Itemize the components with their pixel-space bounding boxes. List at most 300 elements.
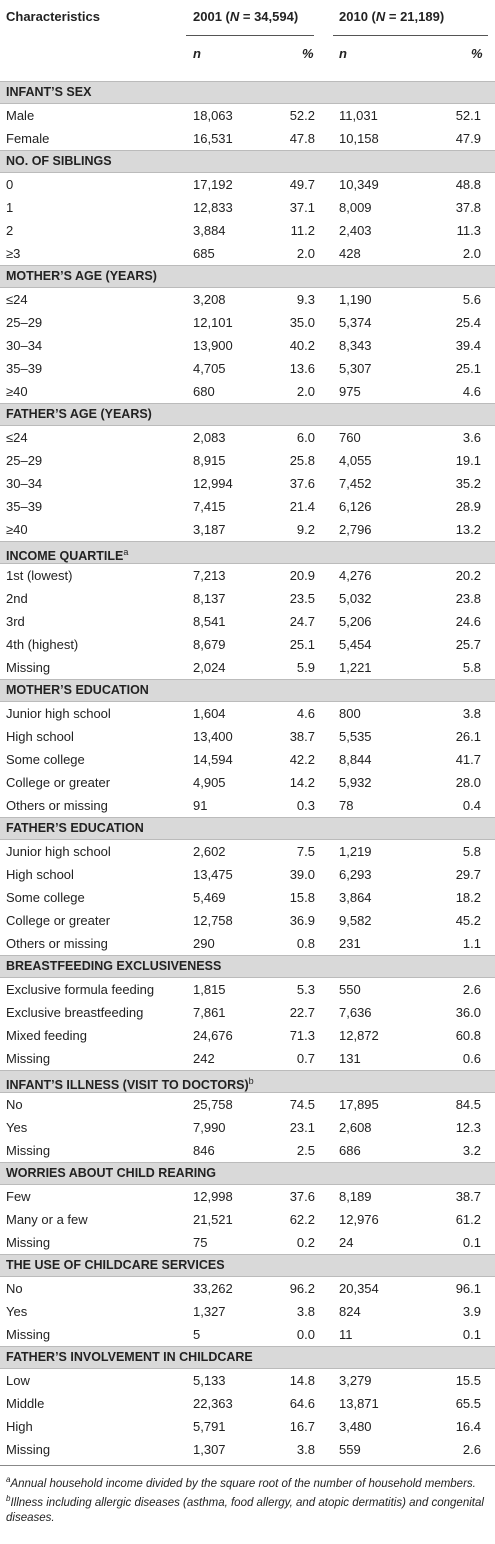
cell-pct-2010: 3.9: [462, 1304, 481, 1319]
cell-pct-2001: 14.8: [289, 1373, 315, 1388]
cell-pct-2010: 60.8: [455, 1028, 481, 1043]
cell-pct-2001: 35.0: [289, 315, 315, 330]
cell-n-2010: 8,844: [339, 752, 372, 767]
row-label: Missing: [6, 1235, 51, 1250]
cell-n-2010: 7,452: [339, 476, 372, 491]
section-header: [0, 265, 495, 288]
section-footnote-mark: a: [123, 547, 129, 557]
cell-pct-2001: 7.5: [296, 844, 315, 859]
table-row: [0, 242, 495, 265]
section-title: INFANT’S ILLNESS (VISIT TO DOCTORS): [6, 1078, 249, 1093]
cell-pct-2001: 0.8: [296, 936, 315, 951]
section-title: INCOME QUARTILE: [6, 549, 124, 564]
cell-n-2001: 16,531: [193, 131, 233, 146]
cell-n-2010: 9,582: [339, 913, 372, 928]
cell-pct-2010: 2.6: [462, 1442, 481, 1457]
row-label: Junior high school: [6, 844, 111, 859]
table-row: [0, 196, 495, 219]
row-label: No: [6, 1097, 23, 1112]
cell-n-2010: 8,009: [339, 200, 372, 215]
row-label: Many or a few: [6, 1212, 88, 1227]
cell-n-2010: 5,206: [339, 614, 372, 629]
row-label: Missing: [6, 660, 51, 675]
table-row: [0, 104, 495, 127]
table-row: [0, 334, 495, 357]
table-row: [0, 1208, 495, 1231]
cell-n-2001: 3,187: [193, 522, 226, 537]
cell-pct-2010: 26.1: [455, 729, 481, 744]
cell-n-2010: 12,976: [339, 1212, 379, 1227]
table-row: [0, 932, 495, 955]
table-row: [0, 771, 495, 794]
section-header: [0, 1254, 495, 1277]
cell-pct-2001: 0.7: [296, 1051, 315, 1066]
cell-n-2010: 800: [339, 706, 361, 721]
cell-pct-2001: 36.9: [289, 913, 315, 928]
footnote-mark: b: [6, 1494, 11, 1504]
table-row: [0, 495, 495, 518]
cell-n-2010: 5,374: [339, 315, 372, 330]
cell-pct-2001: 71.3: [289, 1028, 315, 1043]
cell-n-2010: 824: [339, 1304, 361, 1319]
cell-n-2010: 5,032: [339, 591, 372, 606]
cell-n-2001: 12,994: [193, 476, 233, 491]
table-row: [0, 311, 495, 334]
cell-pct-2010: 39.4: [455, 338, 481, 353]
table-row: [0, 1139, 495, 1162]
cell-pct-2010: 3.6: [462, 430, 481, 445]
cell-pct-2001: 0.3: [296, 798, 315, 813]
cell-n-2010: 1,190: [339, 292, 372, 307]
cell-pct-2001: 3.8: [296, 1304, 315, 1319]
cell-n-2001: 13,475: [193, 867, 233, 882]
cell-n-2001: 12,998: [193, 1189, 233, 1204]
cell-n-2001: 1,815: [193, 982, 226, 997]
cell-pct-2001: 9.3: [296, 292, 315, 307]
cell-n-2001: 24,676: [193, 1028, 233, 1043]
cell-pct-2001: 2.5: [296, 1143, 315, 1158]
cell-n-2010: 3,279: [339, 1373, 372, 1388]
footnote-mark: a: [6, 1475, 11, 1484]
cell-pct-2001: 23.1: [289, 1120, 315, 1135]
table-row: [0, 909, 495, 932]
table-row: [0, 886, 495, 909]
row-label: Others or missing: [6, 936, 108, 951]
section-header: [0, 150, 495, 173]
table-row: [0, 426, 495, 449]
row-label: 35–39: [6, 499, 43, 514]
table-row: [0, 472, 495, 495]
row-label: High school: [6, 729, 74, 744]
row-label: Some college: [6, 752, 85, 767]
cell-n-2001: 7,990: [193, 1120, 226, 1135]
cell-n-2010: 5,535: [339, 729, 372, 744]
row-label: 3rd: [6, 614, 25, 629]
cell-pct-2001: 16.7: [289, 1419, 315, 1434]
row-label: 1: [6, 200, 14, 215]
cell-n-2001: 8,541: [193, 614, 226, 629]
table-row: [0, 610, 495, 633]
cell-pct-2010: 0.1: [462, 1327, 481, 1342]
cell-pct-2001: 22.7: [289, 1005, 315, 1020]
row-label: Junior high school: [6, 706, 111, 721]
cell-n-2010: 975: [339, 384, 361, 399]
footnote-text: Illness including allergic diseases (asthma, food allergy, and atopic dermatitis) and congenital diseases.: [6, 1497, 484, 1524]
table-row: [0, 357, 495, 380]
cell-pct-2010: 3.8: [462, 706, 481, 721]
cell-n-2010: 13,871: [339, 1396, 379, 1411]
cell-n-2001: 1,604: [193, 706, 226, 721]
table-row: [0, 1047, 495, 1070]
row-label: Missing: [6, 1051, 51, 1066]
row-label: ≤24: [6, 430, 28, 445]
table-row: [0, 1415, 495, 1438]
header-pct-2001: %: [302, 46, 314, 61]
section-title: INFANT’S SEX: [6, 85, 92, 99]
cell-n-2001: 7,213: [193, 568, 226, 583]
section-header: [0, 1162, 495, 1185]
cell-pct-2010: 15.5: [455, 1373, 481, 1388]
cell-pct-2010: 28.9: [455, 499, 481, 514]
section-title: FATHER’S AGE (YEARS): [6, 407, 152, 421]
table-row: [0, 725, 495, 748]
row-label: Middle: [6, 1396, 45, 1411]
cell-n-2001: 33,262: [193, 1281, 233, 1296]
cell-n-2010: 5,454: [339, 637, 372, 652]
header-n-2010: n: [339, 46, 347, 61]
cell-pct-2010: 11.3: [456, 223, 481, 238]
section-title: MOTHER’S AGE (YEARS): [6, 269, 157, 283]
cell-n-2001: 1,327: [193, 1304, 226, 1319]
cell-pct-2010: 36.0: [455, 1005, 481, 1020]
cell-pct-2001: 2.0: [296, 246, 315, 261]
cell-pct-2001: 6.0: [296, 430, 315, 445]
cell-n-2001: 5: [193, 1327, 201, 1342]
section-header: [0, 679, 495, 702]
cell-n-2001: 25,758: [193, 1097, 233, 1112]
cell-pct-2001: 13.6: [289, 361, 315, 376]
row-label: High school: [6, 867, 74, 882]
cell-n-2001: 21,521: [193, 1212, 233, 1227]
cell-pct-2001: 64.6: [289, 1396, 315, 1411]
cell-n-2010: 5,932: [339, 775, 372, 790]
cell-n-2001: 2,024: [193, 660, 226, 675]
table-subheader-row: [0, 36, 495, 77]
cell-pct-2001: 4.6: [296, 706, 315, 721]
table-row: [0, 1323, 495, 1346]
cell-pct-2010: 45.2: [455, 913, 481, 928]
cell-pct-2010: 61.2: [455, 1212, 481, 1227]
cell-pct-2010: 38.7: [455, 1189, 481, 1204]
cell-n-2010: 8,189: [339, 1189, 372, 1204]
cell-n-2001: 91: [193, 798, 208, 813]
cell-pct-2001: 42.2: [289, 752, 315, 767]
cell-pct-2001: 38.7: [289, 729, 315, 744]
cell-n-2001: 685: [193, 246, 215, 261]
table-row: [0, 1438, 495, 1461]
cell-pct-2010: 20.2: [455, 568, 481, 583]
row-label: College or greater: [6, 775, 111, 790]
cell-pct-2010: 52.1: [455, 108, 481, 123]
cell-n-2001: 12,758: [193, 913, 233, 928]
row-label: ≥3: [6, 246, 21, 261]
cell-pct-2001: 74.5: [289, 1097, 315, 1112]
table-row: [0, 587, 495, 610]
cell-n-2010: 550: [339, 982, 361, 997]
section-title: MOTHER’S EDUCATION: [6, 683, 149, 697]
cell-pct-2010: 25.1: [455, 361, 481, 376]
row-label: ≥40: [6, 384, 28, 399]
section-header: [0, 1070, 495, 1093]
header-characteristics: Characteristics: [6, 9, 100, 24]
cell-n-2001: 5,469: [193, 890, 226, 905]
footnote: [6, 1473, 490, 1491]
cell-pct-2010: 96.1: [455, 1281, 481, 1296]
cell-pct-2001: 2.0: [296, 384, 315, 399]
cell-n-2001: 13,900: [193, 338, 233, 353]
table-row: [0, 1369, 495, 1392]
row-label: Yes: [6, 1304, 28, 1319]
cell-pct-2001: 47.8: [289, 131, 315, 146]
table-row: [0, 1001, 495, 1024]
cell-pct-2001: 52.2: [289, 108, 315, 123]
cell-n-2010: 7,636: [339, 1005, 372, 1020]
table-row: [0, 1116, 495, 1139]
cell-n-2001: 242: [193, 1051, 215, 1066]
section-title: NO. OF SIBLINGS: [6, 154, 112, 168]
cell-n-2001: 3,208: [193, 292, 226, 307]
section-title: FATHER’S INVOLVEMENT IN CHILDCARE: [6, 1350, 253, 1364]
cell-pct-2010: 2.0: [462, 246, 481, 261]
cell-n-2010: 11: [339, 1327, 353, 1342]
row-label: 4th (highest): [6, 637, 79, 652]
cell-n-2010: 6,293: [339, 867, 372, 882]
cell-pct-2010: 19.1: [455, 453, 481, 468]
cell-pct-2010: 5.8: [462, 660, 481, 675]
table-row: [0, 380, 495, 403]
row-label: Exclusive breastfeeding: [6, 1005, 144, 1020]
cell-n-2010: 2,796: [339, 522, 372, 537]
row-label: College or greater: [6, 913, 111, 928]
row-label: Low: [6, 1373, 30, 1388]
row-label: Male: [6, 108, 35, 123]
cell-pct-2001: 14.2: [289, 775, 315, 790]
cell-n-2010: 10,349: [339, 177, 379, 192]
cell-n-2001: 22,363: [193, 1396, 233, 1411]
cell-pct-2010: 23.8: [455, 591, 481, 606]
cell-pct-2010: 16.4: [455, 1419, 481, 1434]
cell-n-2010: 3,864: [339, 890, 372, 905]
section-header: [0, 403, 495, 426]
table-row: [0, 748, 495, 771]
cell-n-2001: 8,915: [193, 453, 226, 468]
cell-n-2001: 4,705: [193, 361, 226, 376]
cell-pct-2010: 2.6: [462, 982, 481, 997]
cell-n-2001: 2,602: [193, 844, 226, 859]
row-label: Mixed feeding: [6, 1028, 87, 1043]
cell-n-2001: 18,063: [193, 108, 233, 123]
row-label: 2nd: [6, 591, 28, 606]
cell-n-2001: 75: [193, 1235, 208, 1250]
cell-pct-2001: 40.2: [289, 338, 315, 353]
table-row: [0, 1185, 495, 1208]
cell-n-2010: 131: [339, 1051, 361, 1066]
row-label: 25–29: [6, 453, 43, 468]
row-label: Missing: [6, 1143, 51, 1158]
cell-n-2001: 4,905: [193, 775, 226, 790]
cell-pct-2001: 25.8: [289, 453, 315, 468]
cell-pct-2010: 0.6: [462, 1051, 481, 1066]
cell-pct-2010: 1.1: [462, 936, 481, 951]
cell-pct-2010: 84.5: [455, 1097, 481, 1112]
cell-n-2001: 2,083: [193, 430, 226, 445]
cell-pct-2010: 37.8: [455, 200, 481, 215]
header-pct-2010: %: [471, 46, 483, 61]
cell-pct-2001: 37.1: [289, 200, 315, 215]
row-label: No: [6, 1281, 23, 1296]
cell-n-2001: 5,791: [193, 1419, 226, 1434]
cell-n-2010: 559: [339, 1442, 361, 1457]
table-row: [0, 127, 495, 150]
table-row: [0, 863, 495, 886]
row-label: 1st (lowest): [6, 568, 73, 583]
cell-pct-2001: 49.7: [289, 177, 315, 192]
cell-n-2001: 7,415: [193, 499, 226, 514]
section-title: WORRIES ABOUT CHILD REARING: [6, 1166, 216, 1180]
table-row: [0, 702, 495, 725]
cell-pct-2010: 12.3: [455, 1120, 481, 1135]
table-row: [0, 1024, 495, 1047]
table-row: [0, 633, 495, 656]
cell-n-2001: 7,861: [193, 1005, 226, 1020]
table-row: [0, 978, 495, 1001]
cell-n-2010: 1,219: [339, 844, 372, 859]
section-header: [0, 955, 495, 978]
table-row: [0, 518, 495, 541]
cell-n-2010: 17,895: [339, 1097, 379, 1112]
cell-pct-2001: 39.0: [289, 867, 315, 882]
cell-n-2010: 10,158: [339, 131, 379, 146]
header-n-2001: n: [193, 46, 201, 61]
row-label: Some college: [6, 890, 85, 905]
section-header: [0, 541, 495, 564]
footnote: [6, 1492, 490, 1525]
row-label: 0: [6, 177, 14, 192]
row-label: 2: [6, 223, 14, 238]
cell-pct-2001: 0.2: [296, 1235, 315, 1250]
table-body: [0, 81, 495, 1461]
cell-pct-2010: 5.6: [462, 292, 481, 307]
cell-n-2001: 3,884: [193, 223, 226, 238]
table-row: [0, 219, 495, 242]
row-label: 25–29: [6, 315, 43, 330]
row-label: Female: [6, 131, 50, 146]
cell-pct-2010: 0.1: [462, 1235, 481, 1250]
table-row: [0, 1093, 495, 1116]
cell-pct-2001: 24.7: [289, 614, 315, 629]
header-2001: 2001 (N = 34,594): [193, 9, 299, 24]
cell-n-2010: 4,055: [339, 453, 372, 468]
section-header: [0, 817, 495, 840]
cell-pct-2001: 15.8: [289, 890, 315, 905]
cell-n-2001: 846: [193, 1143, 215, 1158]
cell-n-2010: 78: [339, 798, 354, 813]
row-label: Exclusive formula feeding: [6, 982, 155, 997]
cell-pct-2001: 25.1: [289, 637, 315, 652]
cell-pct-2010: 24.6: [455, 614, 481, 629]
table-header-row: [0, 0, 495, 36]
table-row: [0, 449, 495, 472]
table-row: [0, 1300, 495, 1323]
cell-n-2010: 231: [339, 936, 361, 951]
row-label: Yes: [6, 1120, 28, 1135]
section-title: THE USE OF CHILDCARE SERVICES: [6, 1258, 225, 1272]
cell-pct-2010: 25.4: [455, 315, 481, 330]
cell-pct-2010: 35.2: [455, 476, 481, 491]
cell-n-2001: 8,137: [193, 591, 226, 606]
cell-pct-2010: 65.5: [455, 1396, 481, 1411]
cell-n-2010: 1,221: [339, 660, 372, 675]
cell-pct-2001: 9.2: [296, 522, 315, 537]
table-row: [0, 656, 495, 679]
cell-pct-2001: 23.5: [289, 591, 315, 606]
section-header: [0, 81, 495, 104]
row-label: Missing: [6, 1442, 51, 1457]
cell-n-2010: 3,480: [339, 1419, 372, 1434]
cell-n-2010: 20,354: [339, 1281, 379, 1296]
row-label: 30–34: [6, 338, 43, 353]
header-2010: 2010 (N = 21,189): [339, 9, 445, 24]
cell-n-2001: 680: [193, 384, 215, 399]
cell-pct-2001: 0.0: [296, 1327, 315, 1342]
cell-n-2010: 24: [339, 1235, 354, 1250]
footnote-text: Annual household income divided by the square root of the number of household members.: [10, 1477, 476, 1490]
section-header: [0, 1346, 495, 1369]
cell-pct-2001: 3.8: [296, 1442, 315, 1457]
cell-pct-2010: 4.6: [462, 384, 481, 399]
table-row: [0, 840, 495, 863]
section-title: BREASTFEEDING EXCLUSIVENESS: [6, 959, 222, 973]
table-row: [0, 564, 495, 587]
cell-pct-2010: 47.9: [455, 131, 481, 146]
table-row: [0, 794, 495, 817]
cell-pct-2001: 21.4: [289, 499, 315, 514]
cell-n-2010: 11,031: [339, 108, 378, 123]
table-row: [0, 173, 495, 196]
cell-pct-2001: 11.2: [290, 223, 315, 238]
row-label: Missing: [6, 1327, 51, 1342]
row-label: High: [6, 1419, 33, 1434]
cell-pct-2010: 5.8: [462, 844, 481, 859]
cell-pct-2001: 5.9: [296, 660, 315, 675]
cell-pct-2010: 28.0: [455, 775, 481, 790]
cell-n-2001: 13,400: [193, 729, 233, 744]
cell-n-2001: 14,594: [193, 752, 233, 767]
cell-pct-2010: 48.8: [455, 177, 481, 192]
cell-n-2010: 8,343: [339, 338, 372, 353]
cell-pct-2001: 20.9: [289, 568, 315, 583]
cell-n-2010: 4,276: [339, 568, 372, 583]
row-label: 35–39: [6, 361, 43, 376]
cell-pct-2010: 18.2: [455, 890, 481, 905]
cell-pct-2010: 3.2: [462, 1143, 481, 1158]
cell-pct-2001: 96.2: [289, 1281, 315, 1296]
cell-n-2001: 8,679: [193, 637, 226, 652]
table-row: [0, 1231, 495, 1254]
cell-pct-2010: 0.4: [462, 798, 481, 813]
row-label: Few: [6, 1189, 31, 1204]
cell-n-2010: 6,126: [339, 499, 372, 514]
